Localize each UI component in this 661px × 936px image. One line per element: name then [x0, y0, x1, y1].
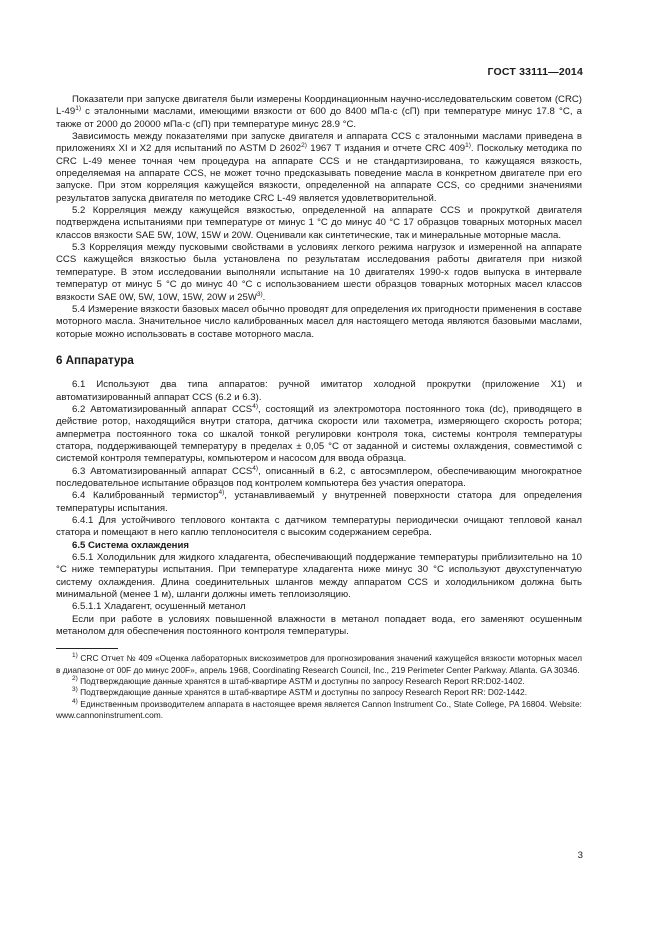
- paragraph-6-4: 6.4 Калиброванный термистор$^{4)}$, устанавливаемый у внутренней поверхности статора для определения температуры испытания.: [56, 489, 582, 514]
- paragraph-6-5-1: 6.5.1 Холодильник для жидкого хладагента, обеспечивающий поддержание температуры приблизительно на 10 °С ниже температуры испытания. При температуре хладагента ниже минус 30 °С используют двухступенчатую систему охлаждения. Длина соединительных шлангов между аппаратом CCS и холодильником должна быть минимальной (менее 1 м), шланги должны иметь теплоизоляцию.: [56, 552, 582, 601]
- document-number: ГОСТ 33111—2014: [487, 66, 583, 78]
- section-6-title: 6 Аппаратура: [56, 353, 134, 367]
- footnote-1: $^{1)}$ CRC Отчет № 409 «Оценка лабораторных вискозиметров для прогнозирования значений кажущейся вязкости моторных масел в диапазоне от 00F до минус 200F», апрель 1968, Coordinating Research Council, Inc., 219 Perimeter Center Parkway. Atlanta. GA 30346.: [56, 652, 582, 675]
- footnote-2: $^{2)}$ Подтверждающие данные хранятся в штаб-квартире ASTM и доступны по запросу Research Report RR:D02-1402.: [72, 675, 525, 687]
- paragraph-5-3: 5.3 Корреляция между пусковыми свойствами в условиях легкого режима нагрузок и измеренной на аппарате CCS кажущейся вязкостью была установлена по результатам исследования работы двигателя при низкой температуре. В этом исследовании выполняли испытание на 10 двигателях 1990-х годов выпуска в интервале температур от минус 5 °С до минус 40 °С с использованием шести образцов товарных моторных масел классов вязкости SAE 0W, 5W, 10W, 15W, 20W и $25W^{3)}$.: [56, 242, 582, 303]
- footnote-3: $^{3)}$ Подтверждающие данные хранятся в штаб-квартире ASTM и доступны по запросу Research Report RR: D02-1442.: [72, 686, 528, 698]
- footnote-separator: [56, 648, 118, 649]
- paragraph-methanol: Если при работе в условиях повышенной влажности в метанол попадает вода, его заменяют осушенным метанолом для обеспечения постоянного контроля температуры.: [56, 613, 582, 638]
- paragraph-5-1a: Показатели при запуске двигателя были измерены Координационным научно-исследовательским советом (CRC) L-49$^{1)}$ с эталонными маслами, имеющими вязкости от 600 до 8400 мПа·с (сП) при температуре минус 17.8 °С, а также от 2000 до 20000 мПа·с (сП) при температуре минус 28.9 °С.: [56, 94, 582, 130]
- paragraph-6-5-1-1: 6.5.1.1 Хладагент, осушенный метанол: [72, 601, 246, 613]
- paragraph-6-1: 6.1 Используют два типа аппаратов: ручной имитатор холодной прокрутки (приложение X1) и автоматизированный аппарат CCS (6.2 и 6.3).: [56, 379, 582, 403]
- paragraph-5-4: 5.4 Измерение вязкости базовых масел обычно проводят для определения их пригодности применения в составе моторного масла. Значительное число калиброванных масел для настоящего метода являются базовыми маслами, которые можно использовать в составе моторного масла.: [56, 303, 582, 340]
- paragraph-6-4-1: 6.4.1 Для устойчивого теплового контакта с датчиком температуры периодически очищают тепловой канал статора и помещают в него каплю теплоносителя с высоким содержанием серебра.: [56, 515, 582, 539]
- page-number: 3: [577, 850, 583, 861]
- paragraph-6-2: 6.2 Автоматизированный аппарат CCS$^{4)}$, состоящий из электромотора постоянного тока (dc), приводящего в действие ротор, находящийся внутри статора, датчика скорости или тахометра, измеряющего скорость ротора; амперметра постоянного тока со шкалой тонкой регулировки контроля тока, системы контроля температуры статора, поддерживающей температуру в пределах ± 0,05 °С от заданной и системы охлаждения, совместимой с системой контроля температуры, компьютером и насосом для ввода образца.: [56, 402, 582, 465]
- footnote-4: $^{4)}$ Единственным производителем аппарата в настоящее время является Cannon Instrument Co., State College, PA 16804. Website: www.cannoninstrument.com.: [56, 697, 582, 720]
- paragraph-6-3: 6.3 Автоматизированный аппарат CCS$^{4)}$, описанный в 6.2, с автосэмплером, обеспечивающим многократное последовательное испытание образцов под контролем компьютера без участия оператора.: [56, 464, 582, 489]
- page-content: [56, 94, 582, 721]
- paragraph-5-2: 5.2 Корреляция между кажущейся вязкостью, определенной на аппарате CCS и прокруткой двигателя подтверждена испытаниями при температуре от минус 1 °С до минус 40 °С 17 образцов товарных моторных масел классов вязкости SAE 5W, 10W, 15W и 20W. Оценивали как синтетические, так и минеральные моторные масла.: [56, 205, 582, 241]
- paragraph-5-1b: Зависимость между показателями при запуске двигателя и аппарата CCS с эталонными маслами приведена в приложениях XI и X2 для испытаний по ASTM D 2602$^{2)}$ 1967 Т издания и отчете CRC 409$^{1)}$. Поскольку методика по CRC L-49 менее точная чем процедура на аппарате CCS и не стандартизирована, то кажущаяся вязкость, определяемая на аппарате CCS, не может точно предсказывать поведение масла в конкретном двигателе при его запуске. При этом корреляция кажущейся вязкости, определенной на аппарате CCS, со средними значениями результатов запуска двигателя по методике CRC L-49 является удовлетворительной.: [56, 131, 582, 204]
- subsection-6-5-title: 6.5 Система охлаждения: [72, 539, 189, 551]
